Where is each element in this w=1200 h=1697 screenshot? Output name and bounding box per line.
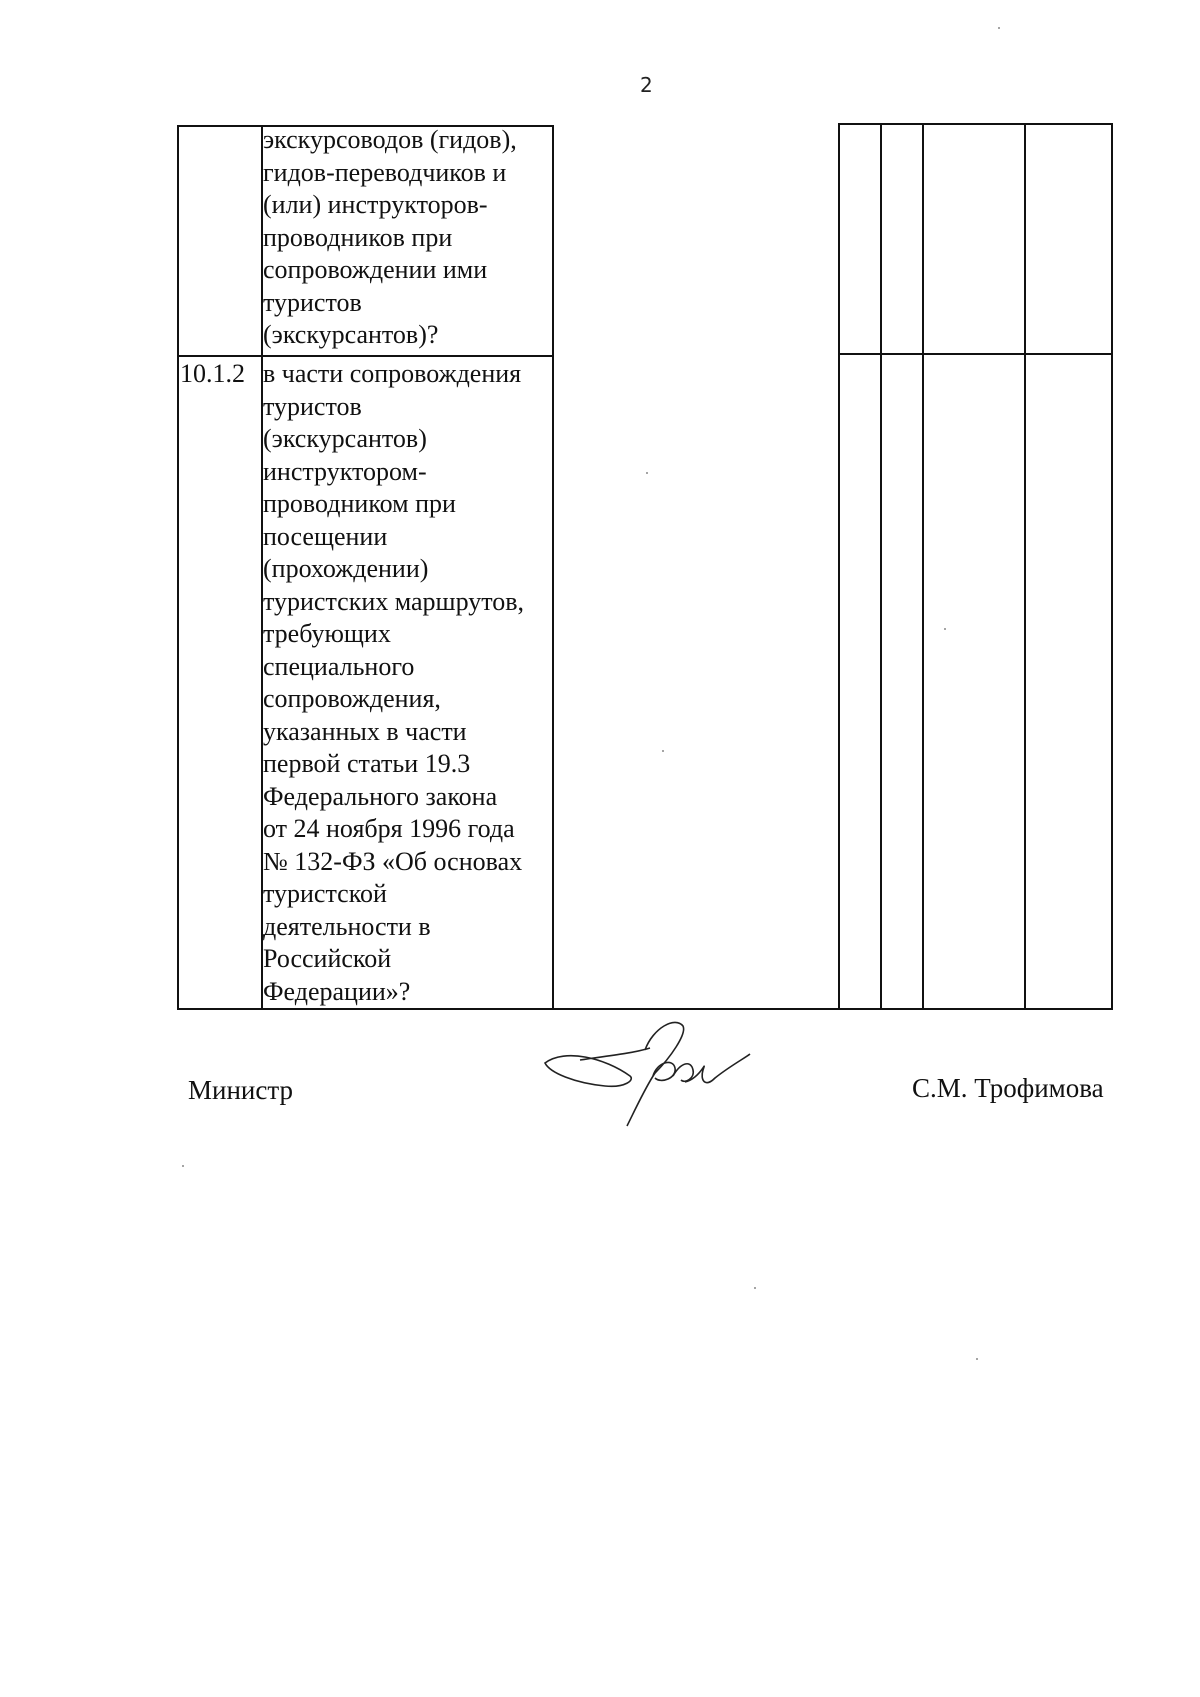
table-row-number: 10.1.2	[180, 359, 245, 388]
table-row-question: в части сопровождения туристов (экскурсантов) инструктором- проводником при посещении (прохождении) туристских маршрутов, требующих специального сопровождения, указанных в части первой статьи 19.3 Федерального закона от 24 ноября 1996 года № 132-ФЗ «Об основах туристской деятельности в Российской Федерации»?	[263, 359, 525, 1006]
table-col-divider-6	[1024, 123, 1026, 1010]
scan-speck	[662, 750, 664, 752]
handwritten-signature	[535, 1018, 755, 1128]
scan-speck	[998, 27, 1000, 29]
table-bottom-border	[177, 1008, 1113, 1010]
table-row-divider	[177, 355, 553, 357]
position-title: Министр	[188, 1075, 293, 1105]
scan-speck	[754, 1287, 756, 1289]
table-right-border	[1111, 123, 1113, 1010]
scan-speck	[944, 628, 946, 630]
scan-speck	[646, 472, 648, 474]
signatory-name: С.М. Трофимова	[912, 1073, 1104, 1103]
table-col-divider-2	[552, 125, 554, 1010]
scan-speck	[976, 1358, 978, 1360]
table-col-divider-5	[922, 123, 924, 1010]
page-number: 2	[640, 73, 653, 97]
table-left-border	[177, 125, 179, 1010]
scan-speck	[182, 1165, 184, 1167]
table-col-divider-4	[880, 123, 882, 1010]
table-col-divider-3	[838, 123, 840, 1010]
table-row-question: экскурсоводов (гидов), гидов-переводчиков и (или) инструкторов- проводников при сопровождении ими туристов (экскурсантов)?	[263, 125, 517, 349]
